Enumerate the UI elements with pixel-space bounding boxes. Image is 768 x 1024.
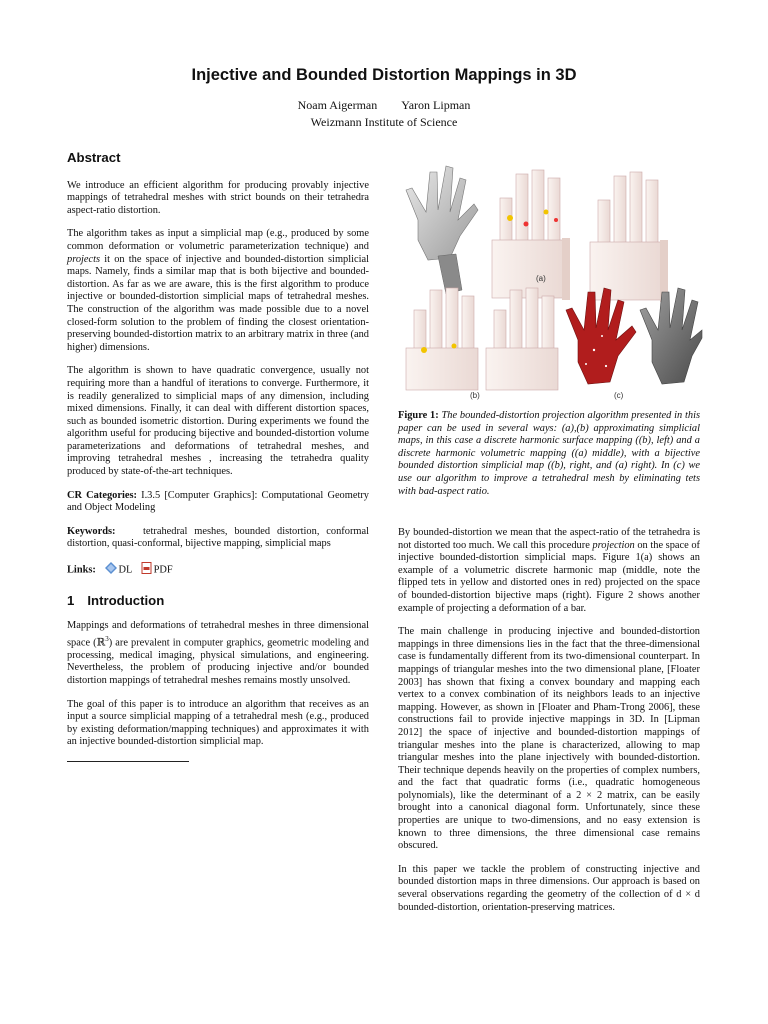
diamond-icon bbox=[105, 562, 117, 579]
footnote-rule bbox=[67, 761, 189, 762]
figure-1-caption: Figure 1: The bounded-distortion projection algorithm presented in this paper can be used in several ways: (a),(b) approximating simplicial maps, in this case a discrete harmonic surface mapping ((b), left) and a discrete harmonic volumetric mapping ((a) middle), with a bijective bounded distortion simplicial map ((b), right, and (a) right). In (c) we use our algorithm to improve a tetrahedral mesh by eliminating tets with bad-aspect ratio. bbox=[398, 410, 700, 497]
right-paragraph-1: By bounded-distortion we mean that the aspect-ratio of the tetrahedra is not distorted too much. We call this procedure projection on the space of injective bounded-distortion simplicial maps. Figure 1(a) shows an example of a volumetric discrete harmonic map (middle, note the flipped tets in yellow and distorted ones in red) projected on the space of bounded-distortion bijective maps (right). Figure 2 shows another example of projecting a deformation of a bar. bbox=[398, 527, 700, 614]
sublabel-a: (a) bbox=[536, 274, 546, 283]
intro-paragraph-1: Mappings and deformations of tetrahedral meshes in three dimensional space (ℝ$^3$) are prevalent in computer graphics, geometric modeling and processing, medical imaging, physical simulations, and engineering. Nevertheless, the problem of producing injective and/or bounded distortion mappings of tetrahedral meshes remains mostly unsolved. bbox=[67, 620, 369, 687]
abstract-paragraph-3: The algorithm is shown to have quadratic convergence, usually not requiring more than a handful of iterations to converge. Furthermore, it is readily generalized to simplicial maps of any dimension, including mixed dimensions. Finally, it can deal with different distortion spaces, such as bounded isometric distortion. During experiments we found the algorithm useful for producing bijective and bounded-distortion volume parameterizations and deformations of tetrahedral meshes, and improving tetrahedral meshes , increasing the tetrahedra quality produced by state-of-the-art techniques. bbox=[67, 365, 369, 478]
intro-heading: 1 Introduction bbox=[67, 592, 165, 608]
sublabel-b: (b) bbox=[470, 391, 480, 400]
slab-hand-b-left bbox=[406, 288, 478, 390]
right-paragraph-3: In this paper we tackle the problem of constructing injective and bounded distortion maps in three dimensions. Our approach is based on several observations regarding the geometry of the collection of d × d bounded-distortion, orientation-preserving matrices. bbox=[398, 863, 700, 913]
right-paragraph-2: The main challenge in producing injective and bounded-distortion mappings in three dimensions lies in the fact that the three-dimensional case is fundamentally different from its two-dimensional counterpart. In mappings of triangular meshes into the two dimensional plane, [Floater 2003] has shown that fixing a convex boundary and mapping each vertex to a convex combination of its neighbors leads to an injective mapping. However, as shown in [Floater and Pham-Trong 2006], these constructions fail to provide injective mappings in 3D. In [Lipman 2012] the space of injective and bounded-distortion mappings of triangular meshes into the plane is characterized, allowing to map triangular meshes into the plane injectively with bounded-distortion. Their technique depends heavily on the properties of complex numbers, and the fact that quadratic forms (i.e., quadratic homogeneous polynomials), like the determinant of a 2 × 2 matrix, can be easily brought into a canonical diagonal form. Unfortunately, since these properties are unique to two-dimensions, and no easy extension is known to three dimensions, the three dimensional case remains obscured. bbox=[398, 626, 700, 852]
pdf-icon bbox=[141, 562, 152, 579]
pdf-link[interactable]: PDF bbox=[153, 564, 173, 576]
slab-hand-b-right bbox=[486, 288, 558, 390]
abstract-paragraph-1: We introduce an efficient algorithm for producing provably injective mappings of tetrahedral meshes with strict bounds on their tetrahedra aspect-ratio distortion. bbox=[67, 179, 369, 216]
dl-link[interactable]: DL bbox=[118, 564, 132, 576]
left-column bbox=[67, 152, 369, 762]
red-mesh-hand bbox=[566, 288, 636, 384]
paper-title: Injective and Bounded Distortion Mappings in 3D bbox=[191, 66, 577, 84]
dark-hand-model bbox=[640, 288, 702, 384]
right-column bbox=[398, 527, 700, 925]
links: Links: DL PDF bbox=[67, 562, 369, 579]
abstract-heading: Abstract bbox=[67, 150, 121, 165]
cr-categories: CR Categories: I.3.5 [Computer Graphics]: Computational Geometry and Object Modeling bbox=[67, 489, 369, 514]
gray-hand-model bbox=[406, 166, 478, 294]
slab-hand-middle bbox=[492, 170, 570, 300]
intro-paragraph-2: The goal of this paper is to introduce an algorithm that receives as an input a source simplicial mapping of a tetrahedral mesh (e.g., produced by existing deformation/mapping techniques) and approximates it with an injective bounded-distortion simplicial map. bbox=[67, 698, 369, 748]
affiliation: Weizmann Institute of Science bbox=[310, 115, 458, 129]
figure-1 bbox=[398, 160, 703, 406]
figure-1-illustration bbox=[398, 160, 703, 406]
authors: Noam Aigerman Yaron Lipman bbox=[297, 98, 471, 112]
abstract-paragraph-2: The algorithm takes as input a simplicial map (e.g., produced by some common deformation or volumetric parameterization technique) and projects it on the space of injective and bounded-distortion simplicial maps. Namely, finds a similar map that is both bijective and bounded-distortion. As far as we are aware, this is the first algorithm to produce injective or bounded-distortion simplicial maps of tetrahedral meshes. The construction of the algorithm was made possible due to a novel closed-form solution to the problem of finding the closest orientation-preserving bounded-distortion matrix to an arbitrary matrix in three (and higher) dimensions. bbox=[67, 228, 369, 353]
slab-hand-right bbox=[590, 172, 668, 302]
sublabel-c: (c) bbox=[614, 391, 624, 400]
keywords: Keywords: tetrahedral meshes, bounded distortion, conformal distortion, quasi-conformal, bijective mapping, simplicial maps bbox=[67, 525, 369, 550]
